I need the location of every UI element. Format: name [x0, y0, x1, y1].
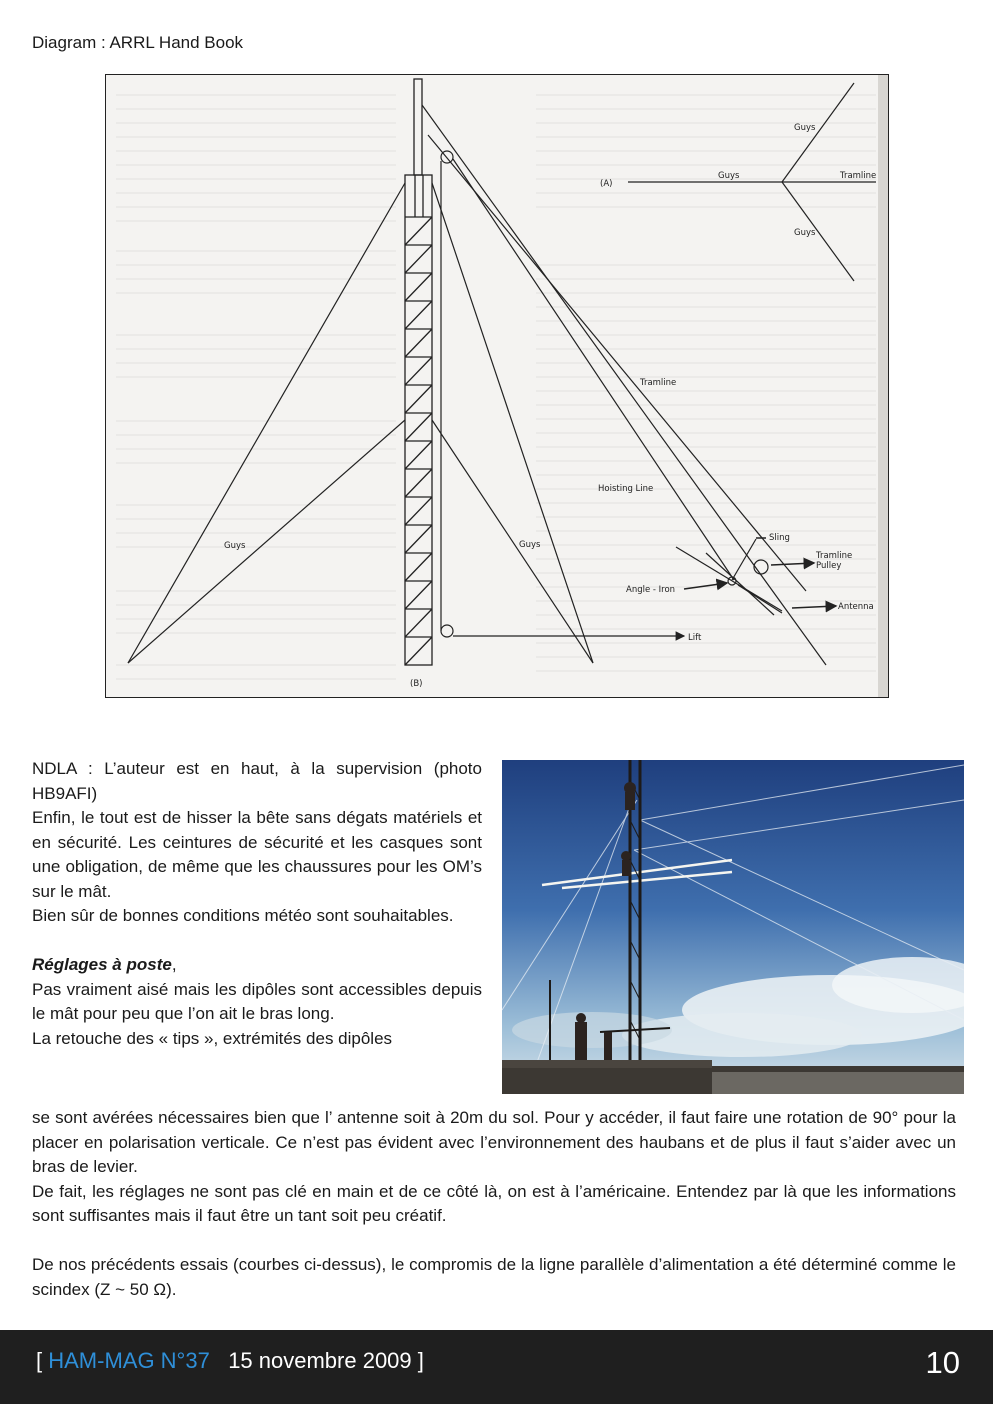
figure-caption: Diagram : ARRL Hand Book: [32, 33, 244, 52]
paragraph-scindex: De nos précédents essais (courbes ci-dessus), le compromis de la ligne parallèle d’alimentation a été déterminé comme le scindex (Z ~ 50 Ω).: [32, 1255, 956, 1299]
diagram-label-tramline-a: Tramline: [840, 171, 877, 181]
diagram-label-tramline-pulley-1: Tramline: [816, 551, 853, 561]
diagram-label-angle-iron: Angle - Iron: [626, 585, 676, 595]
magazine-name: HAM-MAG N°37: [48, 1348, 210, 1373]
ndla-note: NDLA : L’auteur est en haut, à la supervision (photo HB9AFI): [32, 759, 482, 803]
page-footer: [0, 1330, 993, 1404]
paragraph-dipoles: Pas vraiment aisé mais les dipôles sont accessibles depuis le mât pour peu que l’on ait le bras long.: [32, 979, 482, 1023]
paragraph-tips-cont: se sont avérées nécessaires bien que l’ antenne soit à 20m du sol. Pour y accéder, il faut faire une rotation de 90° pour la placer en polarisation verticale. Ce n’est pas évident avec l’environnement des haubans et de plus il faut s’aider avec un bras de levier.: [32, 1108, 956, 1176]
bracket-open: [: [36, 1348, 49, 1373]
diagram-label-hoisting-line: Hoisting Line: [598, 484, 654, 494]
section-heading-punct: ,: [171, 955, 177, 974]
text-full-width: [32, 1106, 956, 1302]
issue-date: 15 novembre 2009 ]: [228, 1348, 424, 1373]
diagram-label-guys-top: Guys: [794, 123, 816, 133]
diagram-label-sling: Sling: [769, 533, 790, 543]
mast-diagram-drawing: [106, 75, 889, 698]
mast-photo-image: [502, 760, 964, 1094]
diagram-label-a: (A): [600, 179, 613, 189]
section-heading: [32, 953, 482, 978]
diagram-label-guys-low: Guys: [794, 228, 816, 238]
diagram-label-tramline-pulley-2: Pulley: [816, 561, 842, 571]
section-heading-title: Réglages à poste: [32, 955, 172, 974]
text-column: [32, 757, 482, 1051]
mast-diagram: [105, 74, 889, 698]
paragraph-tips-start: La retouche des « tips », extrémités des dipôles: [32, 1028, 393, 1048]
diagram-label-guys-left: Guys: [224, 541, 246, 551]
paragraph-safety: Enfin, le tout est de hisser la bête sans dégats matériels et en sécurité. Les ceintures de sécurité et les casques sont une obligation, de même que les chaussures pour les OM’s sur le mât.: [32, 808, 482, 901]
diagram-label-guys-a: Guys: [718, 171, 740, 181]
page-number: 10: [925, 1345, 960, 1380]
paragraph-settings: De fait, les réglages ne sont pas clé en main et de ce côté là, on est à l’américaine. Entendez par là que les informations sont suffisantes mais il faut être un tant soit peu créatif.: [32, 1181, 956, 1225]
mast-photo: [502, 760, 964, 1094]
diagram-label-guys-mid: Guys: [519, 540, 541, 550]
diagram-label-b: (B): [410, 679, 423, 689]
paragraph-spacer: [32, 929, 482, 954]
diagram-label-tramline: Tramline: [640, 378, 677, 388]
paragraph-weather: Bien sûr de bonnes conditions météo sont souhaitables.: [32, 906, 454, 925]
issue-info: [36, 1348, 424, 1374]
diagram-label-antenna: Antenna: [838, 602, 874, 612]
diagram-label-lift: Lift: [688, 633, 702, 643]
paragraph-spacer: [32, 1229, 956, 1254]
